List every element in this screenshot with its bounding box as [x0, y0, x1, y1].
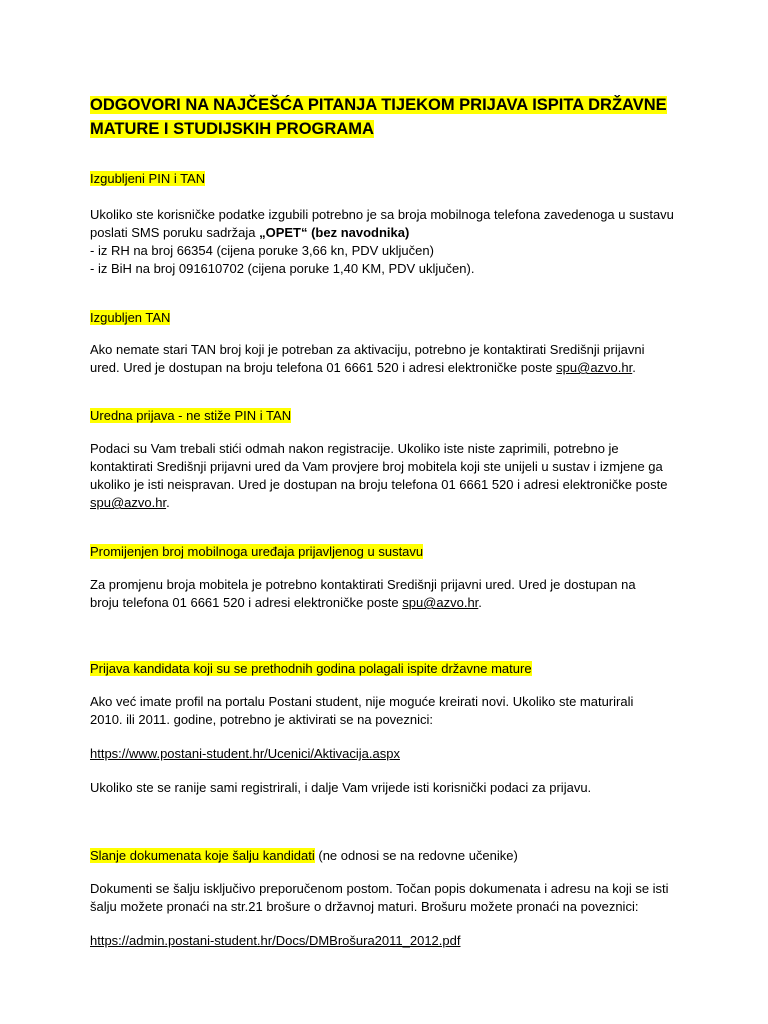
- paragraph-line: spu@azvo.hr.: [90, 495, 170, 510]
- section-body-changed-mobile: [90, 576, 690, 612]
- paragraph-line: šalju možete pronaći na str.21 brošure o državnoj maturi. Brošuru možete pronaći na poveznici:: [90, 899, 639, 914]
- paragraph-line: ured. Ured je dostupan na broju telefona 01 6661 520 i adresi elektroničke poste spu@azvo.hr.: [90, 360, 636, 375]
- section-heading-previous-candidates: Prijava kandidata koji su se prethodnih godina polagali ispite državne mature: [90, 661, 532, 676]
- paragraph-line: broju telefona 01 6661 520 i adresi elektroničke poste spu@azvo.hr.: [90, 595, 482, 610]
- email-link[interactable]: spu@azvo.hr: [556, 360, 633, 375]
- section-heading-lost-tan: Izgubljen TAN: [90, 310, 171, 325]
- brochure-link[interactable]: https://admin.postani-student.hr/Docs/DMBrošura2011_2012.pdf: [90, 933, 461, 948]
- paragraph-line: Dokumenti se šalju isključivo preporučenom postom. Točan popis dokumenata i adresu na koji se isti: [90, 881, 669, 896]
- section-heading-no-pin-tan: Uredna prijava - ne stiže PIN i TAN: [90, 408, 292, 423]
- title-line-2: MATURE I STUDIJSKIH PROGRAMA: [90, 120, 374, 138]
- email-link[interactable]: spu@azvo.hr: [402, 595, 479, 610]
- section-body-lost-tan: [90, 341, 690, 377]
- section-heading-sending-documents: Slanje dokumenata koje šalju kandidati (ne odnosi se na redovne učenike): [90, 848, 518, 863]
- activation-link[interactable]: https://www.postani-student.hr/Ucenici/Aktivacija.aspx: [90, 746, 400, 761]
- section-body-lost-pin-tan: [90, 206, 690, 278]
- email-link[interactable]: spu@azvo.hr: [90, 495, 167, 510]
- title-line-1: ODGOVORI NA NAJČEŠĆA PITANJA TIJEKOM PRIJAVA ISPITA DRŽAVNE: [90, 96, 667, 114]
- paragraph-line: Ako nemate stari TAN broj koji je potreban za aktivaciju, potrebno je kontaktirati Središnji prijavni: [90, 342, 645, 357]
- section-body-no-pin-tan: [90, 440, 690, 512]
- paragraph-line: Ukoliko ste korisničke podatke izgubili potrebno je sa broja mobilnoga telefona zavedenoga u sustavu: [90, 207, 674, 222]
- section-body-sending-documents: [90, 880, 690, 916]
- paragraph-line: Ukoliko ste se ranije sami registrirali, i dalje Vam vrijede isti korisnički podaci za prijavu.: [90, 780, 592, 795]
- section-body-previous-candidates: [90, 693, 690, 729]
- section-heading-lost-pin-tan: Izgubljeni PIN i TAN: [90, 171, 206, 186]
- paragraph-line: Za promjenu broja mobitela je potrebno kontaktirati Središnji prijavni ured. Ured je dostupan na: [90, 577, 636, 592]
- paragraph-line: - iz RH na broj 66354 (cijena poruke 3,66 kn, PDV uključen): [90, 243, 434, 258]
- paragraph-line: Podaci su Vam trebali stići odmah nakon registracije. Ukoliko iste niste zaprimili, potrebno je: [90, 441, 619, 456]
- sms-keyword: „OPET“ (bez navodnika): [259, 225, 410, 240]
- paragraph-line: poslati SMS poruku sadržaja „OPET“ (bez navodnika): [90, 225, 410, 240]
- section-heading-changed-mobile: Promijenjen broj mobilnoga uređaja prijavljenog u sustavu: [90, 544, 424, 559]
- brochure-link-line: [90, 932, 690, 950]
- paragraph-line: Ako već imate profil na portalu Postani student, nije moguće kreirati novi. Ukoliko ste maturirali: [90, 694, 634, 709]
- page-title: [90, 93, 667, 141]
- paragraph-line: kontaktirati Središnji prijavni ured da Vam provjere broj mobitela koji ste unijeli u sustav i izmjene ga: [90, 459, 663, 474]
- paragraph-line: ukoliko je isti neispravan. Ured je dostupan na broju telefona 01 6661 520 i adresi elektroničke poste: [90, 477, 668, 492]
- paragraph-line: - iz BiH na broj 091610702 (cijena poruke 1,40 KM, PDV uključen).: [90, 261, 475, 276]
- paragraph-line: 2010. ili 2011. godine, potrebno je aktivirati se na poveznici:: [90, 712, 434, 727]
- activation-link-line: [90, 745, 690, 763]
- section-body-previous-candidates-note: [90, 779, 690, 797]
